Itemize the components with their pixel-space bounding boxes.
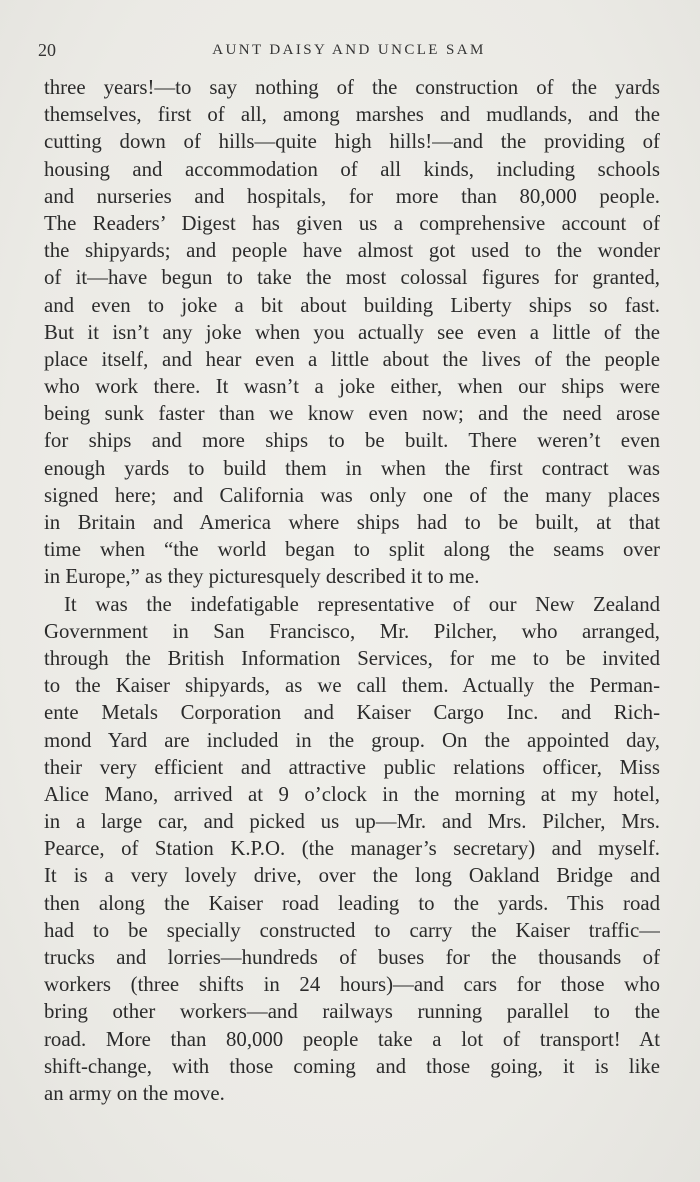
text-line: enough yards to build them in when the first contract was	[44, 456, 660, 480]
text-line: It was the indefatigable representative of our New Zealand	[64, 592, 660, 616]
text-line: road. More than 80,000 people take a lot of transport! At	[44, 1027, 660, 1051]
text-line: Pearce, of Station K.P.O. (the manager’s secretary) and myself.	[44, 837, 660, 861]
text-line: trucks and lorries—hundreds of buses for the thousands of	[44, 946, 660, 969]
text-line: and nurseries and hospitals, for more than 80,000 people.	[44, 184, 660, 208]
text-line: their very efficient and attractive public relations officer, Miss	[44, 755, 660, 779]
text-line: Government in San Francisco, Mr. Pilcher, who arranged,	[44, 619, 660, 643]
text-line: in Europe,” as they picturesquely described it to me.	[44, 565, 480, 589]
text-line: three years!—to say nothing of the construction of the yards	[44, 76, 660, 99]
text-line: Alice Mano, arrived at 9 o’clock in the morning at my hotel,	[44, 782, 660, 806]
text-line: to the Kaiser shipyards, as we call them. Actually the Perman-	[44, 674, 660, 698]
text-line: cutting down of hills—quite high hills!—and the providing of	[44, 130, 660, 154]
running-head: AUNT DAISY AND UNCLE SAM	[212, 42, 486, 58]
text-line: then along the Kaiser road leading to the yards. This road	[44, 891, 660, 915]
text-line: The Readers’ Digest has given us a comprehensive account of	[44, 211, 660, 235]
text-line: It is a very lovely drive, over the long Oakland Bridge and	[44, 864, 660, 888]
text-line: ente Metals Corporation and Kaiser Cargo Inc. and Rich-	[44, 701, 660, 725]
text-line: an army on the move.	[44, 1081, 225, 1105]
text-line: in a large car, and picked us up—Mr. and Mrs. Pilcher, Mrs.	[44, 810, 660, 834]
text-line: mond Yard are included in the group. On the appointed day,	[44, 728, 660, 752]
text-line: of it—have begun to take the most colossal figures for granted,	[44, 266, 660, 290]
text-line: who work there. It wasn’t a joke either, when our ships were	[44, 375, 660, 399]
text-line: through the British Information Services, for me to be invited	[44, 646, 660, 670]
text-line: signed here; and California was only one of the many places	[44, 483, 660, 507]
text-line: place itself, and hear even a little about the lives of the people	[44, 347, 660, 371]
text-line: shift-change, with those coming and those going, it is like	[44, 1054, 660, 1078]
text-line: in Britain and America where ships had to be built, at that	[44, 511, 660, 534]
text-line: had to be specially constructed to carry the Kaiser traffic—	[44, 918, 660, 942]
text-line: for ships and more ships to be built. There weren’t even	[44, 429, 660, 453]
body-text	[44, 74, 660, 1107]
text-line: time when “the world began to split along the seams over	[44, 538, 660, 562]
text-line: themselves, first of all, among marshes and mudlands, and the	[44, 103, 660, 127]
page-number: 20	[38, 40, 56, 60]
page-header	[38, 40, 660, 64]
text-line: the shipyards; and people have almost got used to the wonder	[44, 239, 660, 263]
text-line: workers (three shifts in 24 hours)—and cars for those who	[44, 973, 660, 997]
text-line: being sunk faster than we know even now; and the need arose	[44, 402, 660, 426]
text-line: bring other workers—and railways running parallel to the	[44, 1000, 660, 1024]
text-line: and even to joke a bit about building Liberty ships so fast.	[44, 293, 660, 317]
text-line: But it isn’t any joke when you actually see even a little of the	[44, 320, 660, 344]
text-line: housing and accommodation of all kinds, including schools	[44, 157, 660, 181]
